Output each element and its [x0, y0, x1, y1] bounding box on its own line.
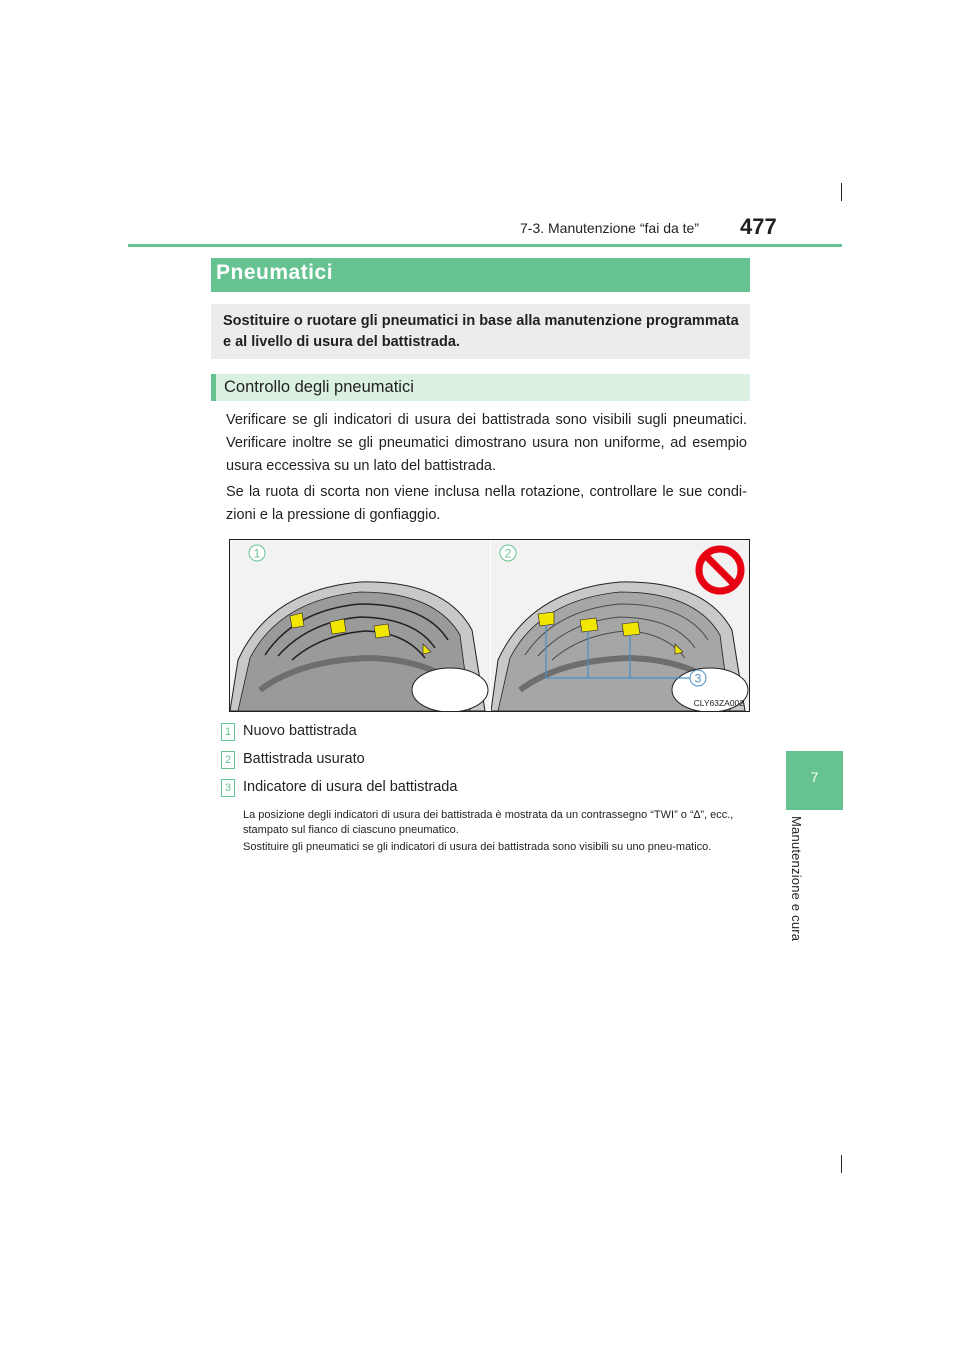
callout-3: 3: [694, 671, 702, 686]
header-rule: [128, 244, 842, 247]
page-number: 477: [740, 214, 777, 239]
legend-badge-2: 2: [221, 751, 235, 769]
legend-text-3: Indicatore di usura del battistrada: [243, 779, 458, 795]
crop-mark-top: [841, 183, 842, 201]
new-tire: [230, 582, 488, 711]
callout-2: 2: [504, 546, 512, 561]
legend-badge-3: 3: [221, 779, 235, 797]
figure-divider: [490, 540, 491, 711]
section-reference: 7-3. Manutenzione “fai da te”: [520, 220, 699, 236]
chapter-title: Manutenzione e cura: [789, 816, 804, 942]
subheading-accent: [211, 374, 216, 401]
legend-badge-1: 1: [221, 723, 235, 741]
note-2: Sostituire gli pneumatici se gli indicatori di usura dei battistrada sono visibili su uno pneu-matico.: [243, 841, 712, 853]
callout-1: 1: [253, 546, 261, 561]
chapter-tab: [786, 751, 843, 810]
paragraph-2: Se la ruota di scorta non viene inclusa nella rotazione, controllare le sue condi-zioni e la pressione di gonfiaggio.: [226, 484, 747, 523]
title-bar: [211, 258, 750, 292]
intro-text: Sostituire o ruotare gli pneumatici in base alla manutenzione programmata e al livello di usura del battistrada.: [223, 313, 739, 350]
figure-code: CLY63ZA002: [693, 698, 744, 708]
worn-tire: [491, 582, 748, 711]
subheading: Controllo degli pneumatici: [224, 378, 414, 396]
crop-mark-bottom: [841, 1155, 842, 1173]
page-title: Pneumatici: [216, 261, 334, 284]
paragraph-1: Verificare se gli indicatori di usura dei battistrada sono visibili sugli pneumatici. Verificare inoltre se gli pneumatici dimostrano usura non uniforme, ad esempio usura eccessiva su un lato del battistrada.: [226, 412, 747, 474]
intro-box: [211, 304, 750, 359]
legend-text-2: Battistrada usurato: [243, 751, 365, 767]
note-1: La posizione degli indicatori di usura dei battistrada è mostrata da un contrassegno “TWI” o “∆”, ecc., stampato sul fianco di ciascuno pneumatico.: [243, 809, 734, 836]
chapter-number: 7: [810, 769, 819, 785]
subheading-bar: [211, 374, 750, 401]
legend-text-1: Nuovo battistrada: [243, 723, 357, 739]
prohibited-icon: [699, 549, 741, 591]
tire-figure: [229, 539, 750, 712]
